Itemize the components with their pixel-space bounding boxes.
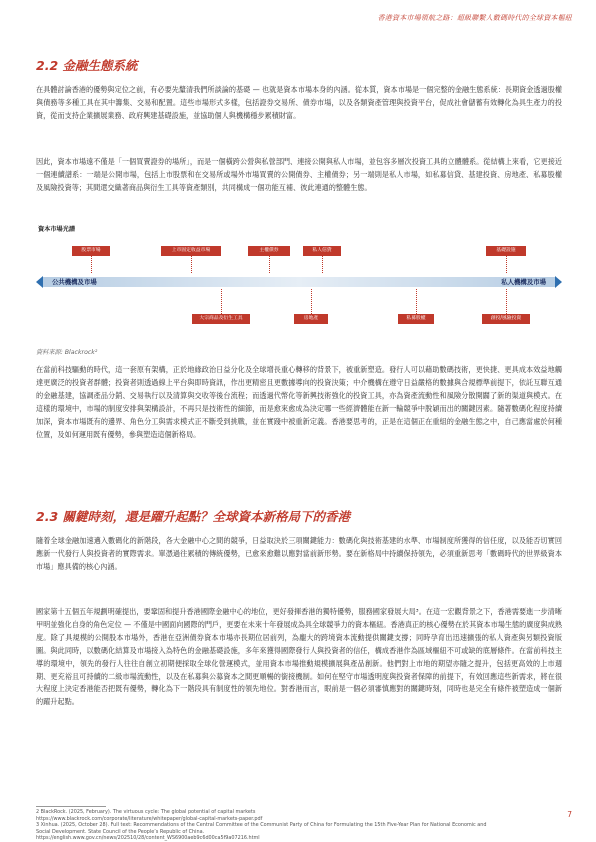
spectrum-box-listed-fixed-income: 上市固定收益市場 [161, 246, 221, 256]
spectrum-box-commodities: 大宗商品及衍生工具 [192, 314, 250, 324]
spectrum-box-equity: 股票市場 [72, 246, 110, 256]
connector-line [311, 289, 312, 314]
connector-line [506, 289, 507, 314]
spectrum-box-infrastructure: 基礎設施 [486, 246, 526, 256]
section-heading-ecosystem: 2.2 金融生態系統 [36, 58, 138, 73]
paragraph: 在當前科技驅動的時代，這一套原有架構，正於地緣政治日益分化及全球增長重心轉移的背景下，被重新塑造。發行人可以藉助數碼技術，更快捷、更具成本效益地觸達更廣泛的投資者群體；投資者則透過線上平台與即時資訊，作出更精密且更數據導向的投資決策；中介機構在遵守日益嚴格的數據與合規標準前提下，依託互聯互通的金融基建，協調產品分銷、交易執行以及清算與交收等後台流程；而透過代幣化等新興技術強化的投資工具，亦為資產流動性和風險分散開闢了新的渠道與模式。在這樣的環境中，市場的制度安排與架構設計，不再只是技術性的細節，而是愈來愈成為決定哪一些經濟體能在新一輪競爭中脫穎而出的關鍵因素。隨著數碼化程度持續加深，資本市場既有的邊界、角色分工與需求模式正不斷受到挑戰，並在實踐中被重新定義。香港要思考的，正是在這個正在重組的金融生態之中，自己應當處於何種位置，及如何運用既有優勢，參與塑造這個新格局。 [36, 365, 562, 439]
footnote-divider [36, 806, 106, 807]
spectrum-box-private-credit: 私人信貸 [303, 246, 341, 256]
figure-source: 資料來源: Blackrock² [36, 349, 98, 356]
diagram-title: 資本市場光譜 [38, 226, 76, 233]
running-header: 香港資本市場領航之路：超級聯繫人數碼時代的全球資本樞紐 [377, 14, 572, 22]
footnote-2: 2 BlackRock. (2025, February). The virtuous cycle: The global potential of capital markets [36, 809, 256, 815]
footnote-3-cont: Social Development. State Council of the People’s Republic of China. [36, 828, 205, 835]
paragraph: 隨着全球金融加速邁入數碼化的新階段，各大金融中心之間的競爭，日益取決於三項關鍵能力：數碼化與技術基建的水準、市場制度所獲得的信任度，以及能否切實回應新一代發行人與投資者的實際需求。單憑過往累積的傳統優勢，已愈來愈難以應對當前新形勢。要在新格局中持續保持領先，必須重新思考「數碼時代的世界級資本市場」應具備的核心內涵。 [36, 536, 562, 571]
spectrum-box-private-equity: 私募股權 [398, 314, 434, 324]
spectrum-box-venture-capital: 創投/風險投資 [482, 314, 530, 324]
spectrum-box-real-estate: 房地產 [294, 314, 328, 324]
section-heading-hong-kong: 2.3 關鍵時刻，還是躍升起點？全球資本新格局下的香港 [36, 509, 350, 524]
spectrum-box-sovereign-bonds: 主權債券 [248, 246, 290, 256]
footnote-3-link[interactable]: https://english.www.gov.cn/news/202510/28/content_WS6900aeb9c6d00ca5f9a07216.html [36, 835, 260, 842]
spectrum-arrow [36, 276, 562, 288]
paragraph: 國家第十五個五年規劃明確提出，要鞏固和提升香港國際金融中心的地位，更好發揮香港的獨特優勢，服務國家發展大局³。在這一宏觀背景之下，香港需要進一步清晰甲明並強化自身的角色定位 — 不僅是中國面向國際的門戶，更要在未來十年發展成為具全球競爭力的資本樞紐。香港真正的核心優勢在於其資本市場生態的廣度與成熟度。除了具規模的公開股本市場外，香港在亞洲債券資本市場亦長期位居前列，為龐大的跨境資本流動提供關鍵支撐；同時孕育出迅速擴張的私人資產與另類投資版圖。與此同時，以數碼化結算及市場接入為特色的金融基礎設施，多年來獲得國際發行人與投資者的信任，構成香港作為區域樞紐不可或缺的底層條件。在當前科技主導的環境中，領先的發行人往往自創立初期便採取全球化營運模式，並用資本市場推動規模擴展與產品創新。他們對上市地的期望亦隨之提升，包括更高效的上市週期、更充裕且可持續的二級市場流動性，以及在私募與公募資本之間更順暢的銜接機制。如何在堅守市場透明度與投資者保障的前提下，有效回應這些新需求，將在很大程度上決定香港能否把既有優勢，轉化為下一階段具有制度性的領先地位。對香港而言，眼前是一個必須審慎應對的關鍵時刻，同時也是完全有條件被塑造成一個新的躍升起點。 [36, 607, 562, 707]
page-number: 7 [567, 810, 572, 819]
paragraph: 因此，資本市場遠不僅是「一個買賣證券的場所」，而是一個橫跨公營與私營部門、連接公開與私人市場，並包容多層次投資工具的立體體系。從結構上來看，它更接近一個連續譜系：一端是公開市場，包括上市股票和在交易所或場外市場買賣的公開債券、主權債券；另一端則是私人市場，如私募信貸、基建投資、房地產、私募股權及風險投資等；其間還交織著商品與衍生工具等資產類別，共同構成一個功能互補、彼此連通的整體生態。 [36, 157, 562, 192]
footnotes [36, 809, 536, 842]
connector-line [221, 289, 222, 314]
footnote-3: 3 Xinhua. (2025, October 28). Full text: Recommendations of the Central Committee of the Communist Party of China for Formulating the 15th Five-Year Plan for National Economic and [36, 822, 487, 829]
capital-market-spectrum-diagram [36, 224, 562, 332]
connector-line [416, 289, 417, 314]
public-markets-label: 公共機構及市場 [52, 278, 97, 286]
footnote-2-link[interactable]: https://www.blackrock.com/corporate/literature/whitepaper/global-capital-markets-paper.pdf [36, 815, 263, 822]
private-markets-label: 私人機構及市場 [501, 278, 546, 286]
paragraph: 在具體討論香港的優勢與定位之前，有必要先釐清我們所談論的基礎 — 也就是資本市場本身的內涵。從本質，資本市場是一個完整的金融生態系統：長期資金透過股權與債務等多種工具在其中籌集、交易和配置。這些市場形式多樣，包括證券交易所、債券市場，以及各類資產管理與投資平台，促成社會儲蓄有效轉化為具生產力的投資，從而支持企業擴展業務、政府興建基礎設施，並協助個人與機構穩步累積財富。 [36, 85, 562, 120]
